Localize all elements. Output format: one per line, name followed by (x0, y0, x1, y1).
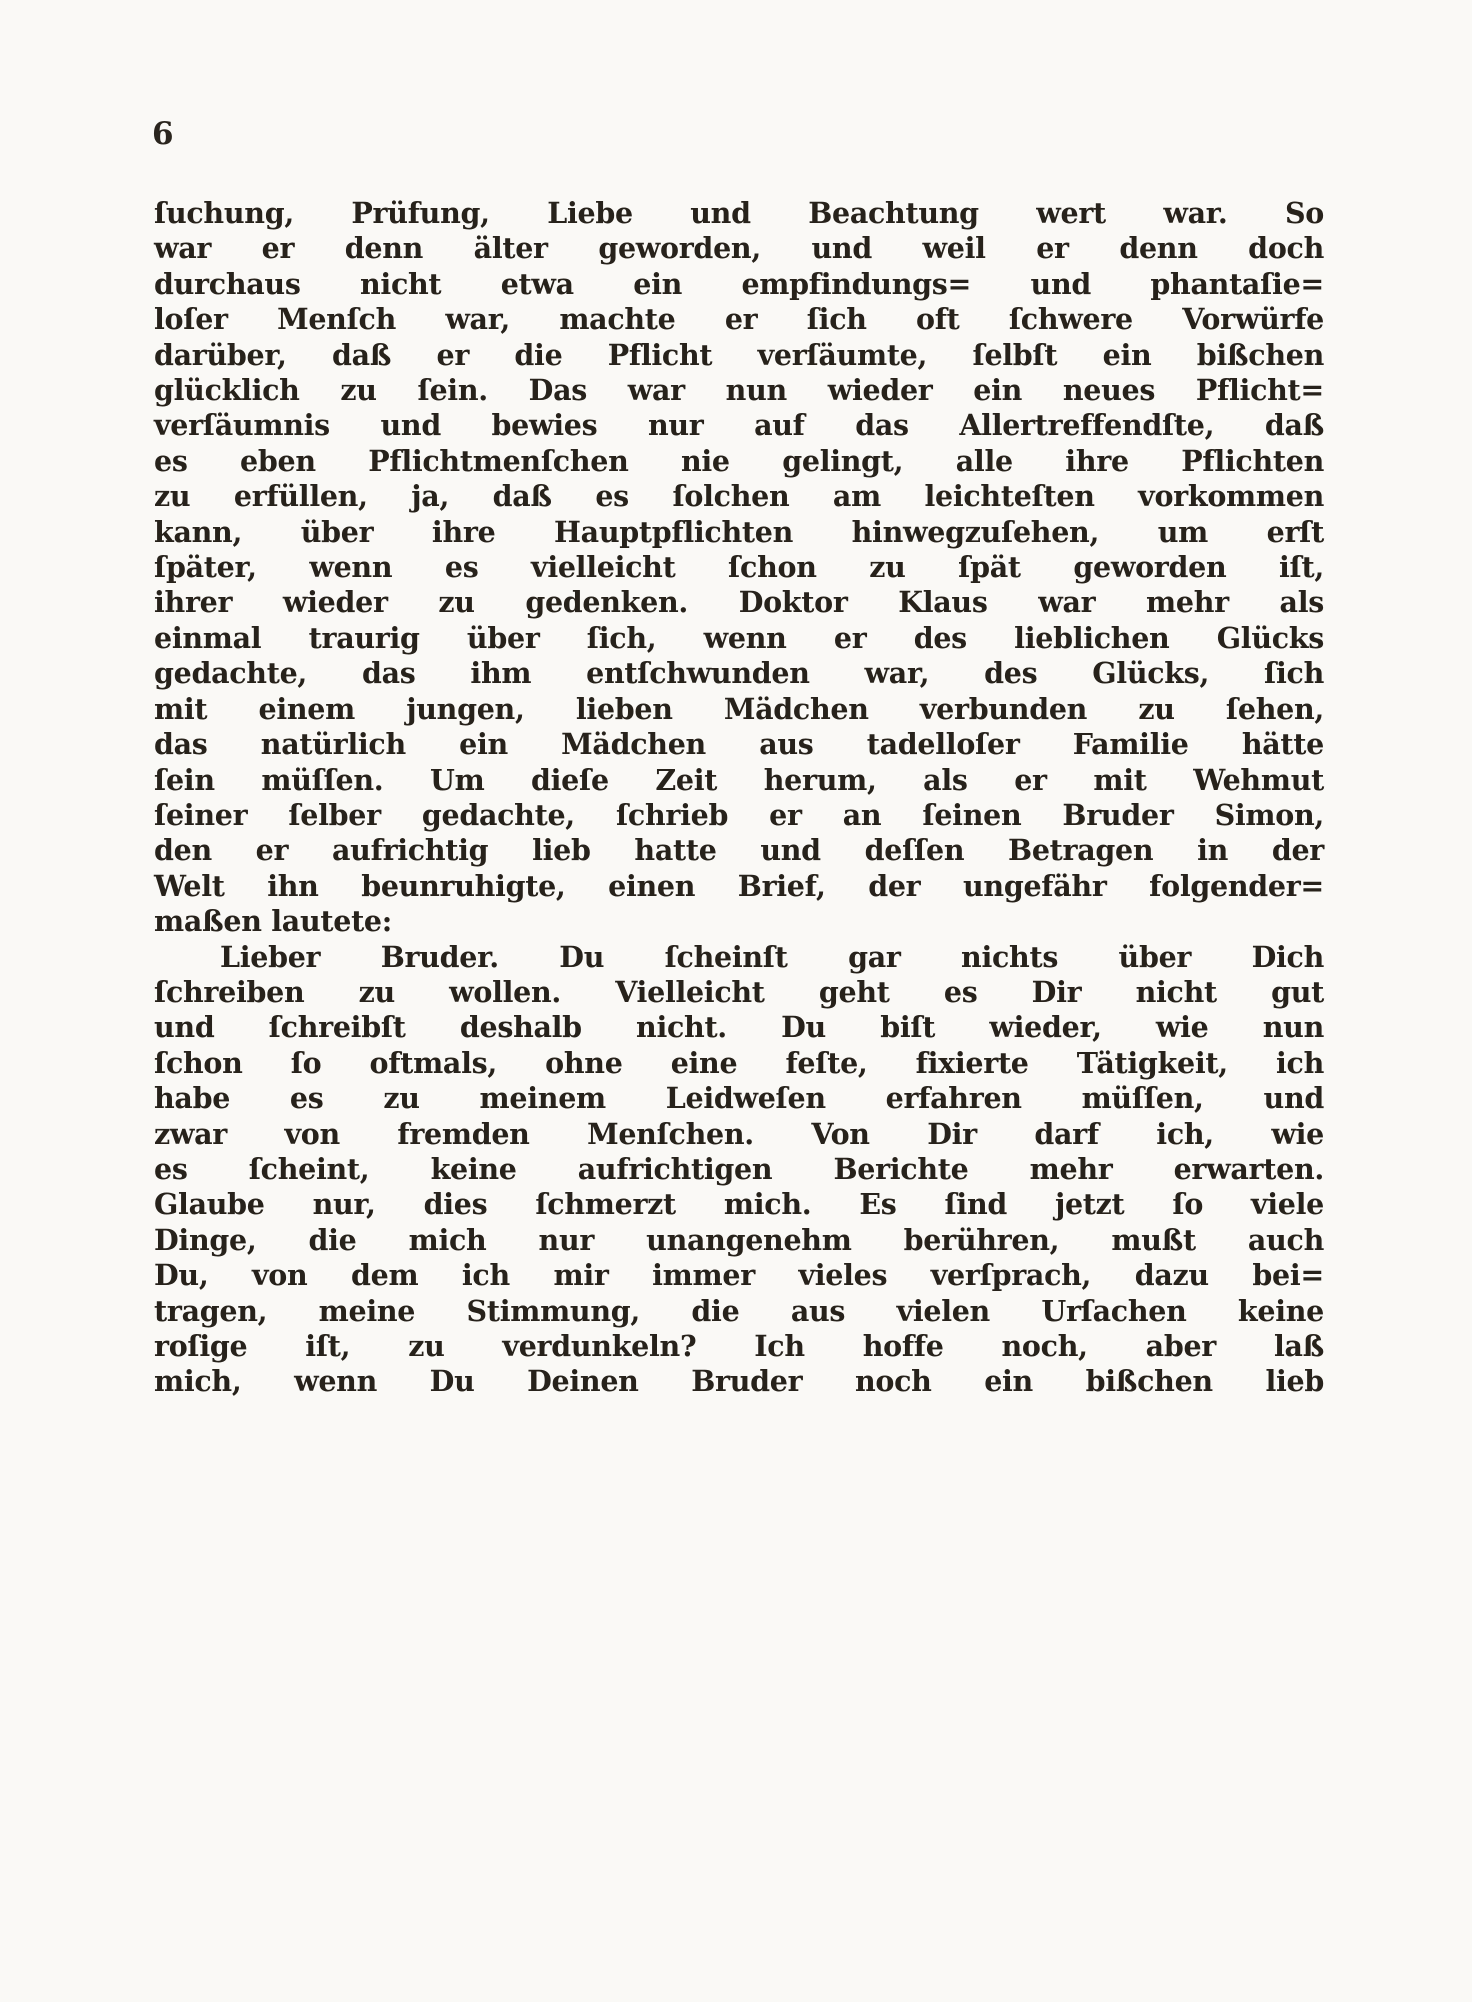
text-line: verſäumnis und bewies nur auf das Allertreffendſte, daß (154, 408, 1324, 443)
text-line: mich, wenn Du Deinen Bruder noch ein bißchen lieb (154, 1364, 1324, 1399)
text-line: tragen, meine Stimmung, die aus vielen Urſachen keine (154, 1293, 1324, 1328)
text-line: es ſcheint, keine aufrichtigen Berichte mehr erwarten. (154, 1151, 1324, 1186)
text-line: roſige iſt, zu verdunkeln? Ich hoffe noch, aber laß (154, 1329, 1324, 1363)
text-line: einmal traurig über ſich, wenn er des lieblichen Glücks (154, 620, 1324, 655)
text-line: es eben Pflichtmenſchen nie gelingt, alle ihre Pflichten (154, 443, 1324, 478)
text-line: den er aufrichtig lieb hatte und deſſen Betragen in der (154, 833, 1324, 868)
text-line: zu erfüllen, ja, daß es ſolchen am leichteſten vorkommen (154, 479, 1324, 514)
text-line: war er denn älter geworden, und weil er denn doch (154, 231, 1324, 266)
text-line: habe es zu meinem Leidweſen erfahren müſſen, und (154, 1081, 1324, 1116)
text-line-paragraph-start: Lieber Bruder. Du ſcheinſt gar nichts über Dich (220, 939, 1324, 974)
text-line: maßen lautete: (154, 904, 392, 939)
text-line: gedachte, das ihm entſchwunden war, des Glücks, ſich (154, 656, 1324, 691)
text-line: Du, von dem ich mir immer vieles verſprach, dazu bei= (154, 1258, 1324, 1293)
text-line: ſeiner ſelber gedachte, ſchrieb er an ſeinen Bruder Simon, (154, 797, 1324, 832)
text-line: Glaube nur, dies ſchmerzt mich. Es ſind jetzt ſo viele (154, 1187, 1324, 1222)
text-line: ſuchung, Prüfung, Liebe und Beachtung wert war. So (154, 196, 1324, 230)
text-line: kann, über ihre Hauptpflichten hinwegzuſehen, um erſt (154, 514, 1324, 549)
text-line: durchaus nicht etwa ein empfindungs= und phantaſie= (154, 266, 1324, 301)
text-line: Dinge, die mich nur unangenehm berühren, mußt auch (154, 1222, 1324, 1257)
text-line: loſer Menſch war, machte er ſich oft ſchwere Vorwürfe (154, 302, 1324, 337)
text-line: und ſchreibſt deshalb nicht. Du biſt wieder, wie nun (154, 1010, 1324, 1045)
text-line: ſchreiben zu wollen. Vielleicht geht es Dir nicht gut (154, 974, 1324, 1009)
text-line: zwar von fremden Menſchen. Von Dir darf ich, wie (154, 1116, 1324, 1151)
text-line: ſein müſſen. Um dieſe Zeit herum, als er mit Wehmut (154, 762, 1324, 797)
text-line: darüber, daß er die Pflicht verſäumte, ſelbſt ein bißchen (154, 337, 1324, 372)
text-line: ihrer wieder zu gedenken. Doktor Klaus war mehr als (154, 585, 1324, 620)
text-line: mit einem jungen, lieben Mädchen verbunden zu ſehen, (154, 691, 1324, 726)
text-line: ſpäter, wenn es vielleicht ſchon zu ſpät geworden iſt, (154, 550, 1324, 585)
text-line: ſchon ſo oftmals, ohne eine feſte, fixierte Tätigkeit, ich (154, 1045, 1324, 1080)
text-line: glücklich zu ſein. Das war nun wieder ein neues Pflicht= (154, 373, 1324, 408)
text-line: Welt ihn beunruhigte, einen Brief, der ungefähr folgender= (154, 868, 1324, 903)
text-line: das natürlich ein Mädchen aus tadelloſer Familie hätte (154, 727, 1324, 762)
text-block (154, 196, 1324, 1400)
page-number: 6 (152, 116, 174, 152)
